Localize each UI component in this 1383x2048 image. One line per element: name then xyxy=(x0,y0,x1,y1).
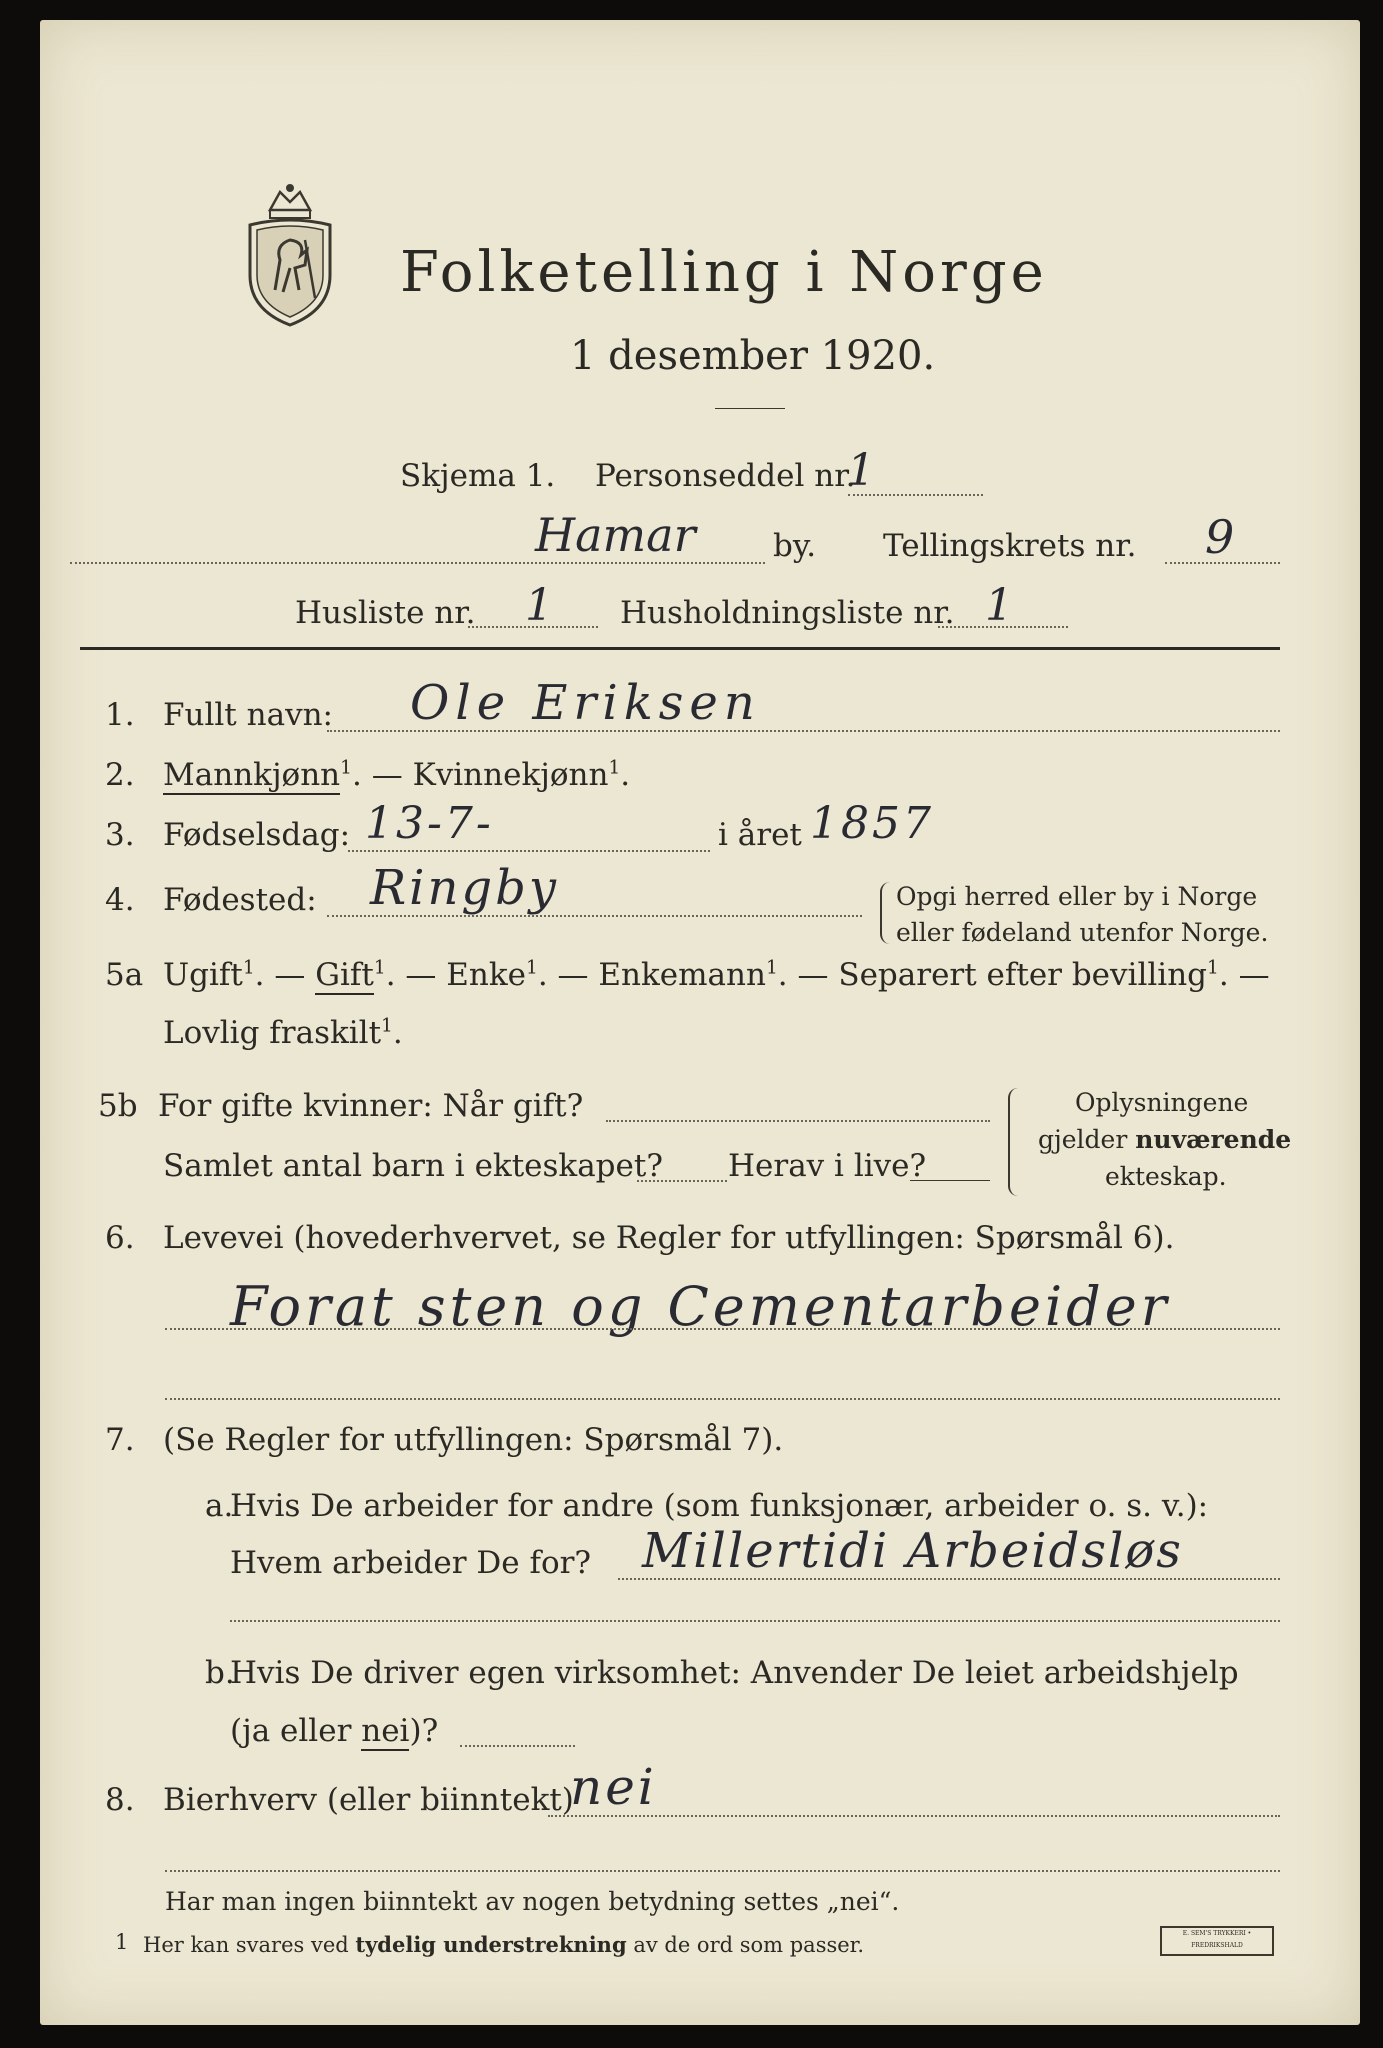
district-label: Tellingskrets nr. xyxy=(883,528,1137,564)
q7b-no-option[interactable]: nei xyxy=(361,1713,410,1749)
q4-note-line1: Opgi herred eller by i Norge xyxy=(896,882,1258,911)
q4-number: 4. xyxy=(105,882,135,918)
census-date: 1 desember 1920. xyxy=(570,333,936,379)
q8-field-line2 xyxy=(165,1870,1280,1872)
header-divider xyxy=(80,647,1280,650)
coat-of-arms-icon xyxy=(235,180,345,330)
q2-options: Mannkjønn$^1$. — Kvinnekjønn$^1$. xyxy=(163,757,631,793)
q7-number: 7. xyxy=(105,1422,135,1458)
form-title: Folketelling i Norge xyxy=(400,240,1048,305)
q5a-widower[interactable]: Enkemann xyxy=(598,957,766,993)
q4-value[interactable]: Ringby xyxy=(370,860,559,916)
q5b-children-label: Samlet antal barn i ekteskapet? xyxy=(163,1148,663,1184)
q5a-married[interactable]: Gift xyxy=(315,957,374,993)
q2-female[interactable]: Kvinnekjønn xyxy=(412,757,609,793)
q5b-married-when-label: For gifte kvinner: Når gift? xyxy=(158,1088,584,1124)
q5b-note-line3: ekteskap. xyxy=(1105,1162,1227,1191)
q5a-divorced[interactable]: Lovlig fraskilt xyxy=(163,1015,382,1051)
footnote-text-c: av de ord som passer. xyxy=(626,1933,865,1957)
q8-label: Bierhverv (eller biinntekt) xyxy=(163,1782,574,1818)
person-value[interactable]: 1 xyxy=(847,445,875,496)
q5a-widow[interactable]: Enke xyxy=(446,957,526,993)
q6-number: 6. xyxy=(105,1220,135,1256)
q7b-line1: Hvis De driver egen virksomhet: Anvender De leiet arbeidshjelp xyxy=(230,1655,1239,1691)
q7a-line2: Hvem arbeider De for? xyxy=(230,1545,592,1581)
q5a-number: 5a xyxy=(105,957,144,993)
q5b-note-line2b: nuværende xyxy=(1135,1125,1292,1154)
q7b-field-line xyxy=(460,1745,575,1747)
schema-label: Skjema 1. xyxy=(400,458,556,494)
q5b-note-line2 xyxy=(1038,1125,1291,1154)
q4-note-brace xyxy=(880,882,892,944)
footnote-text-a: Her kan svares ved xyxy=(143,1933,356,1957)
q6-field-line1 xyxy=(165,1328,1280,1330)
household-label: Husholdningsliste nr. xyxy=(620,595,955,631)
household-value[interactable]: 1 xyxy=(985,580,1013,631)
q5a-options: Ugift$^1$. — Gift$^1$. — Enke$^1$. — Enkemann$^1$. — Separert efter bevilling$^1$. — xyxy=(163,957,1270,993)
printer-stamp: E. SEM'S TRYKKERI • FREDRIKSHALD xyxy=(1160,1926,1274,1956)
q6-field-line2 xyxy=(165,1398,1280,1400)
q7a-value[interactable]: Millertidi Arbeidsløs xyxy=(642,1523,1183,1579)
q7a-field-line1 xyxy=(618,1578,1280,1580)
q4-note-line2: eller fødeland utenfor Norge. xyxy=(896,918,1269,947)
q1-label: Fullt navn: xyxy=(163,697,333,733)
q1-value[interactable]: Ole Eriksen xyxy=(410,675,761,731)
city-suffix: by. xyxy=(773,528,817,564)
q3-value[interactable]: 13-7- xyxy=(365,798,494,849)
q5b-alive-label: Herav i live? xyxy=(728,1148,927,1184)
q7b-line2a: (ja eller xyxy=(230,1713,362,1749)
q5b-children-line xyxy=(637,1180,727,1182)
q2-sep: — xyxy=(371,757,403,793)
q5b-note-line1: Oplysningene xyxy=(1075,1088,1249,1117)
q5a-separated[interactable]: Separert efter bevilling xyxy=(838,957,1208,993)
house-field-line xyxy=(468,626,598,628)
footnote-text xyxy=(143,1932,864,1957)
house-value[interactable]: 1 xyxy=(525,580,553,631)
q3-year-value[interactable]: 1857 xyxy=(810,798,934,849)
census-form xyxy=(40,20,1360,2025)
q1-field-line xyxy=(327,730,1280,732)
q7-label: (Se Regler for utfyllingen: Spørsmål 7). xyxy=(163,1422,784,1458)
city-field-line xyxy=(70,562,765,564)
footnote-mark: 1 xyxy=(115,1930,129,1954)
no-income-note: Har man ingen biinntekt av nogen betydning settes „nei“. xyxy=(165,1887,900,1916)
q4-field-line xyxy=(327,915,862,917)
q5b-note-line2a: gjelder xyxy=(1038,1125,1128,1154)
person-field-line xyxy=(848,494,983,496)
q7b-letter: b. xyxy=(205,1655,235,1691)
q2-male[interactable]: Mannkjønn xyxy=(163,757,341,793)
q2-number: 2. xyxy=(105,757,135,793)
city-value[interactable]: Hamar xyxy=(535,508,696,562)
q5a-unmarried[interactable]: Ugift xyxy=(163,957,243,993)
q5a-options-line2: Lovlig fraskilt$^1$. xyxy=(163,1015,403,1051)
q7a-field-line2 xyxy=(230,1620,1280,1622)
q7a-line1: Hvis De arbeider for andre (som funksjonær, arbeider o. s. v.): xyxy=(230,1488,1209,1524)
q7b-line2c: )? xyxy=(409,1713,439,1749)
household-field-line xyxy=(938,626,1068,628)
q3-year-label: i året xyxy=(718,817,802,853)
q5b-alive-line xyxy=(910,1180,990,1181)
house-label: Husliste nr. xyxy=(295,595,476,631)
q6-label: Levevei (hovederhvervet, se Regler for utfyllingen: Spørsmål 6). xyxy=(163,1220,1175,1256)
q7b-line2 xyxy=(230,1713,438,1749)
q3-label: Fødselsdag: xyxy=(163,817,351,853)
title-divider xyxy=(715,408,785,409)
district-value[interactable]: 9 xyxy=(1205,510,1235,564)
q8-number: 8. xyxy=(105,1782,135,1818)
q7a-letter: a. xyxy=(205,1488,234,1524)
footnote-text-b: tydelig understrekning xyxy=(355,1932,627,1957)
q8-field-line1 xyxy=(548,1815,1280,1817)
q5b-number: 5b xyxy=(98,1088,138,1124)
q5b-married-when-line xyxy=(606,1120,990,1122)
q5b-note-brace xyxy=(1008,1088,1020,1196)
district-field-line xyxy=(1165,562,1280,564)
person-label: Personseddel nr. xyxy=(595,458,856,494)
q6-value[interactable]: Forat sten og Cementarbeider xyxy=(230,1275,1171,1338)
q8-value[interactable]: nei xyxy=(570,1758,657,1816)
q3-number: 3. xyxy=(105,817,135,853)
q4-label: Fødested: xyxy=(163,882,317,918)
q1-number: 1. xyxy=(105,697,135,733)
q3-field-line xyxy=(348,850,710,852)
